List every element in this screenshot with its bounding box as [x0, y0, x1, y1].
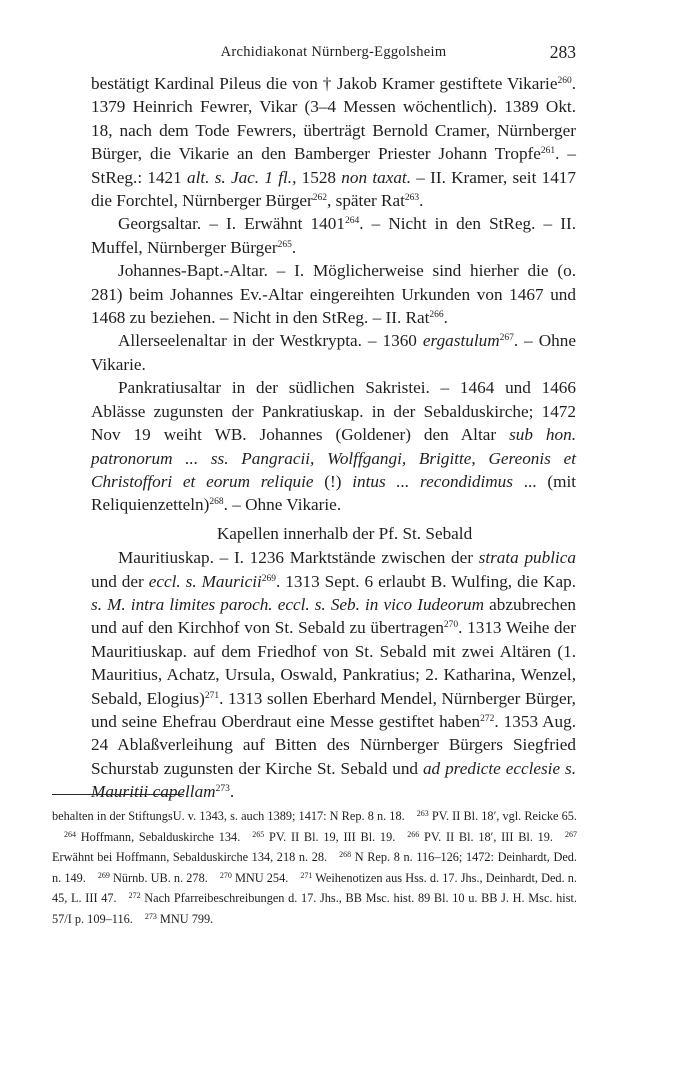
text: Mauritiuskap. – I. 1236 Marktstände zwischen der: [118, 548, 479, 568]
text: . 1313 Weihe der Mauritiuskap. auf dem Friedhof von St. Sebald mit zwei Altären (1. Mauritius, Achatz, Ursula, Oswald, Pankratius; 2. Katharina, Wenzel, Sebald, Elogius): [91, 618, 576, 708]
footnote-text: PV. II Bl. 19, III Bl. 19.: [269, 829, 396, 844]
latin-phrase: intus ... recondidimus: [352, 471, 513, 491]
footnote-number: 271: [300, 870, 313, 880]
footnote-number: 265: [252, 829, 265, 839]
footnote-text: MNU 254.: [234, 870, 289, 885]
text: . 1313 Sept. 6 erlaubt B. Wulfing, die Kap.: [276, 571, 576, 591]
text: .: [291, 237, 297, 257]
paragraph-allerseelenaltar: [91, 329, 576, 376]
paragraph-johannes-bapt-altar: [91, 259, 576, 329]
footnote-ref[interactable]: 272: [480, 713, 495, 724]
footnote-ref[interactable]: 273: [215, 784, 230, 795]
paragraph-mauritiuskap: [91, 546, 576, 803]
latin-phrase: ad predicte ecclesie s. Mauritii capellam: [91, 758, 577, 802]
text: , später Rat: [327, 191, 405, 211]
footnote-ref[interactable]: 260: [557, 76, 572, 86]
text: abzubrechen und auf den Kirchhof von St. Sebald zu übertragen: [91, 594, 576, 638]
latin-phrase: ergastulum: [422, 331, 500, 351]
footnote-ref[interactable]: 271: [204, 690, 220, 701]
footnote-text: Nach Pfarreibeschreibungen d. 17. Jhs., BB Msc. hist. 89 Bl. 10 u. BB J. H. Msc. hist. 57/I p. 109–116.: [52, 891, 577, 926]
footnote-text: Hoffmann, Sebalduskirche 134.: [80, 829, 241, 844]
text: und der: [91, 571, 149, 591]
footnote-ref[interactable]: 264: [344, 216, 360, 227]
footnote-separator: [52, 794, 184, 795]
text: . – Ohne Vikarie.: [223, 495, 342, 515]
footnote-text: Erwähnt bei Hoffmann, Sebalduskirche 134, 218 n. 28.: [52, 850, 328, 865]
text: . – Ohne Vikarie.: [91, 331, 576, 374]
footnote-ref[interactable]: 262: [312, 193, 328, 204]
footnote-text: N Rep. 8 n. 116–126; 1472: Deinhardt, Ded. n. 149.: [52, 850, 577, 885]
footnote-text: Nürnb. UB. n. 278.: [113, 870, 208, 885]
text: Johannes-Bapt.-Altar. – I. Möglicherweise sind hierher die (o. 281) beim Johannes Ev.-Altar eingereihten Urkunden von 1467 und 1468 zu beziehen. – Nicht in den StReg. – II. Rat: [91, 261, 576, 328]
paragraph-pankratiusaltar: [91, 376, 576, 516]
running-head: [91, 44, 576, 66]
text: .: [419, 191, 424, 211]
text: . – Nicht in den StReg. – II. Muffel, Nürnberger Bürger: [91, 214, 576, 257]
footnote-number: 269: [97, 870, 110, 880]
footnote-ref[interactable]: 268: [209, 497, 224, 508]
footnote-ref[interactable]: 265: [277, 239, 292, 250]
page-number: 283: [549, 42, 576, 62]
footnote-number: 272: [128, 891, 141, 901]
footnote-number: 270: [219, 870, 232, 880]
latin-phrase: alt. s. Jac. 1 fl.: [187, 167, 293, 187]
footnote-ref[interactable]: 263: [404, 193, 420, 204]
footnote-continuation: behalten in der StiftungsU. v. 1343, s. auch 1389; 1417: N Rep. 8 n. 18.: [52, 809, 405, 823]
text: , 1528: [292, 167, 342, 187]
section-heading: Kapellen innerhalb der Pf. St. Sebald: [216, 523, 473, 543]
footnote-number: 267: [565, 829, 578, 839]
footnote-number: 273: [144, 911, 157, 921]
footnote-number: 263: [416, 809, 429, 818]
footnote-number: 264: [64, 829, 76, 839]
footnote-ref[interactable]: 270: [443, 620, 459, 631]
text: . 1313 sollen Eberhard Mendel, Nürnberger Bürger, und seine Ehefrau Oberdraut eine Messe gestiftet haben: [91, 688, 576, 731]
footnote-text: Weihenotizen aus Hss. d. 17. Jhs., Deinhardt, Ded. n. 45, L. III 47.: [52, 870, 577, 906]
main-text: [91, 72, 576, 804]
footnote-text: PV. II Bl. 18′, vgl. Reicke 65.: [431, 809, 577, 823]
text: – II. Kramer, seit 1417 die Forchtel, Nürnberger Bürger: [91, 167, 576, 211]
text: .: [443, 308, 448, 328]
text: . 1379 Heinrich Fewrer, Vikar (3–4 Messen wöchentlich). 1389 Okt. 18, nach dem Tode Fewrers, überträgt Bernold Cramer, Nürnberger Bürger, die Vikarie an den Bamberger Priester Johann Tropfe: [91, 74, 576, 164]
latin-phrase: strata publica: [478, 548, 577, 568]
text: Pankratiusaltar in der südlichen Sakristei. – 1464 und 1466 Ablässe zugunsten der Pankratiuskap. in der Sebalduskirche; 1472 Nov 19 weiht WB. Johannes (Goldener) den Altar: [91, 378, 576, 445]
footnote-number: 266: [407, 829, 420, 839]
footnote-text: PV. II Bl. 18′, III Bl. 19.: [424, 829, 554, 844]
footnote-ref[interactable]: 267: [499, 333, 514, 344]
footnotes: [52, 806, 577, 930]
running-head-title: Archidiakonat Nürnberg-Eggolsheim: [220, 44, 447, 60]
text: (!): [313, 471, 353, 491]
text: Allerseelenaltar in der Westkrypta. – 1360: [118, 331, 423, 351]
footnote-text: MNU 799.: [159, 911, 214, 926]
footnote-ref[interactable]: 269: [261, 573, 277, 584]
text: ... (mit Reliquienzetteln): [91, 471, 576, 515]
footnote-number: 268: [339, 850, 352, 860]
latin-phrase: s. M. intra limites paroch. eccl. s. Seb. in vico Iudeorum: [91, 594, 485, 614]
latin-phrase: non taxat.: [341, 167, 411, 187]
text: .: [229, 782, 235, 802]
footnote-ref[interactable]: 261: [540, 146, 556, 157]
paragraph-vikarie-continuation: [91, 72, 576, 212]
text: bestätigt Kardinal Pileus die von † Jakob Kramer gestiftete Vikarie: [91, 74, 558, 93]
text: Georgsaltar. – I. Erwähnt 1401: [118, 214, 345, 234]
paragraph-georgsaltar: [91, 212, 576, 259]
text: . 1353 Aug. 24 Ablaßverleihung auf Bitten des Nürnberger Bürgers Siegfried Schurstab zugunsten der Kirche St. Sebald und: [91, 711, 576, 778]
footnote-ref[interactable]: 266: [429, 310, 444, 321]
text: . – StReg.: 1421: [91, 144, 577, 187]
latin-phrase: sub hon. patronorum ... ss. Pangracii, Wolffgangi, Brigitte, Gereonis et Christoffori et eorum reliquie: [91, 425, 576, 491]
latin-phrase: eccl. s. Mauricii: [148, 571, 262, 591]
